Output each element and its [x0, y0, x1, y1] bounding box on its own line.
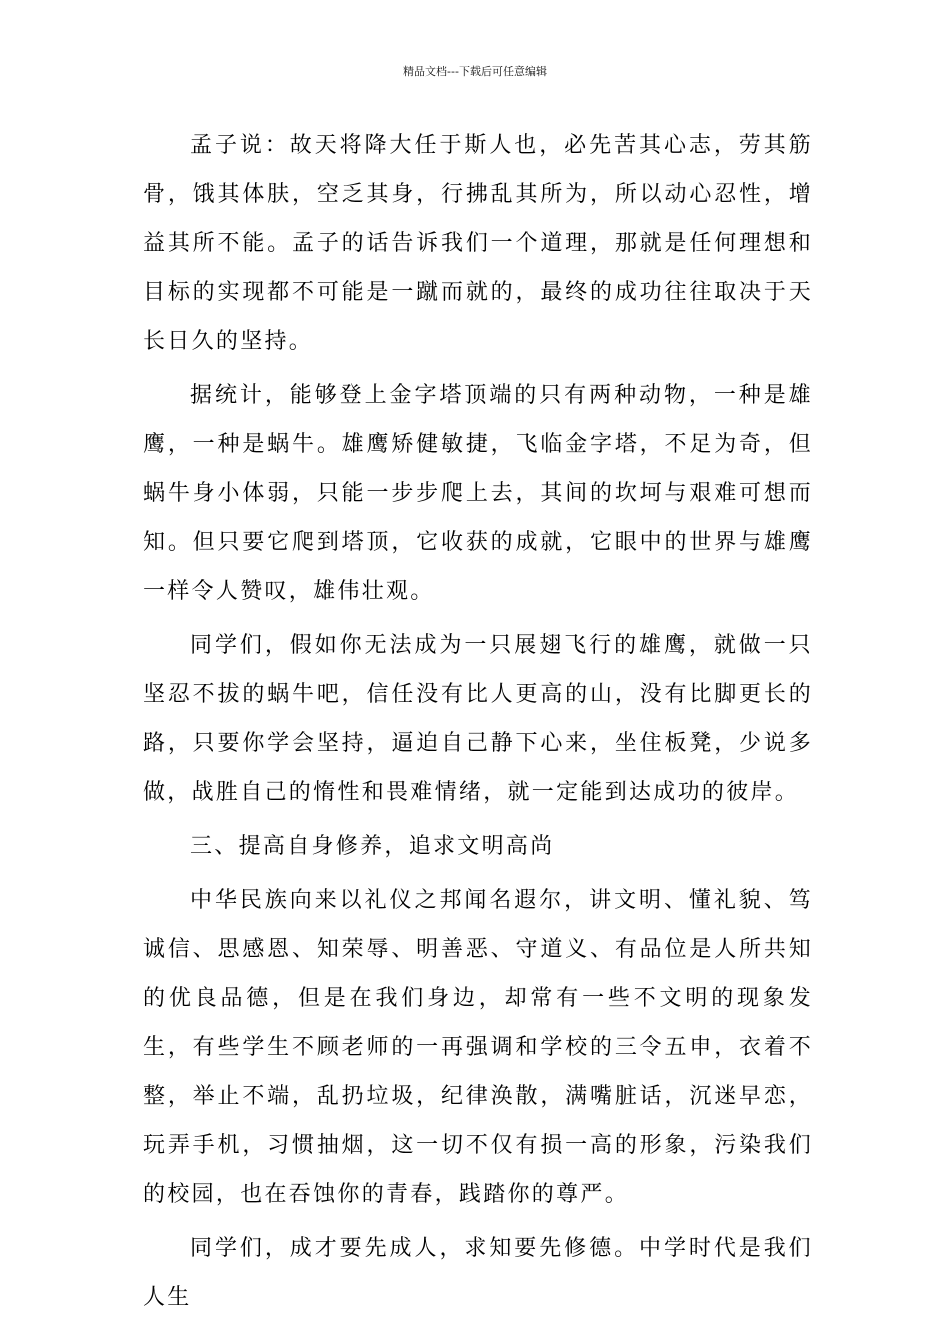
section-heading-self-cultivation: 三、提高自身修养，追求文明高尚 — [190, 834, 555, 859]
paragraph-mencius-quote: 孟子说：故天将降大任于斯人也，必先苦其心志，劳其筋骨，饿其体肤，空乏其身，行拂乱其所为，所以动心忍性，增益其所不能。孟子的话告诉我们一个道理，那就是任何理想和目标的实现都不可能是一蹴而就的，最终的成功往往取决于天长日久的坚持。 — [143, 133, 813, 354]
page-header: 精品文档---下载后可任意编辑 — [403, 65, 547, 78]
paragraph-civility: 中华民族向来以礼仪之邦闻名遐尔，讲文明、懂礼貌、笃诚信、思感恩、知荣辱、明善恶、守道义、有品位是人所共知的优良品德，但是在我们身边，却常有一些不文明的现象发生，有些学生不顾老师的一再强调和学校的三令五申，衣着不整，举止不端，乱扔垃圾，纪律涣散，满嘴脏话，沉迷早恋，玩弄手机，习惯抽烟，这一切不仅有损一高的形象，污染我们的校园，也在吞蚀你的青春，践踏你的尊严。 — [143, 888, 813, 1207]
paragraph-persistence-advice: 同学们，假如你无法成为一只展翅飞行的雄鹰，就做一只坚忍不拔的蜗牛吧，信任没有比人更高的山，没有比脚更长的路，只要你学会坚持，逼迫自己静下心来，坐住板凳，少说多做，战胜自己的惰性和畏难情绪，就一定能到达成功的彼岸。 — [143, 633, 813, 805]
paragraph-moral-first: 同学们，成才要先成人，求知要先修德。中学时代是我们人生 — [143, 1236, 813, 1310]
paragraph-eagle-snail: 据统计，能够登上金字塔顶端的只有两种动物，一种是雄鹰，一种是蜗牛。雄鹰矫健敏捷，飞临金字塔，不足为奇，但蜗牛身小体弱，只能一步步爬上去，其间的坎坷与艰难可想而知。但只要它爬到塔顶，它收获的成就，它眼中的世界与雄鹰一样令人赞叹，雄伟壮观。 — [143, 383, 813, 604]
document-body — [143, 121, 813, 1327]
